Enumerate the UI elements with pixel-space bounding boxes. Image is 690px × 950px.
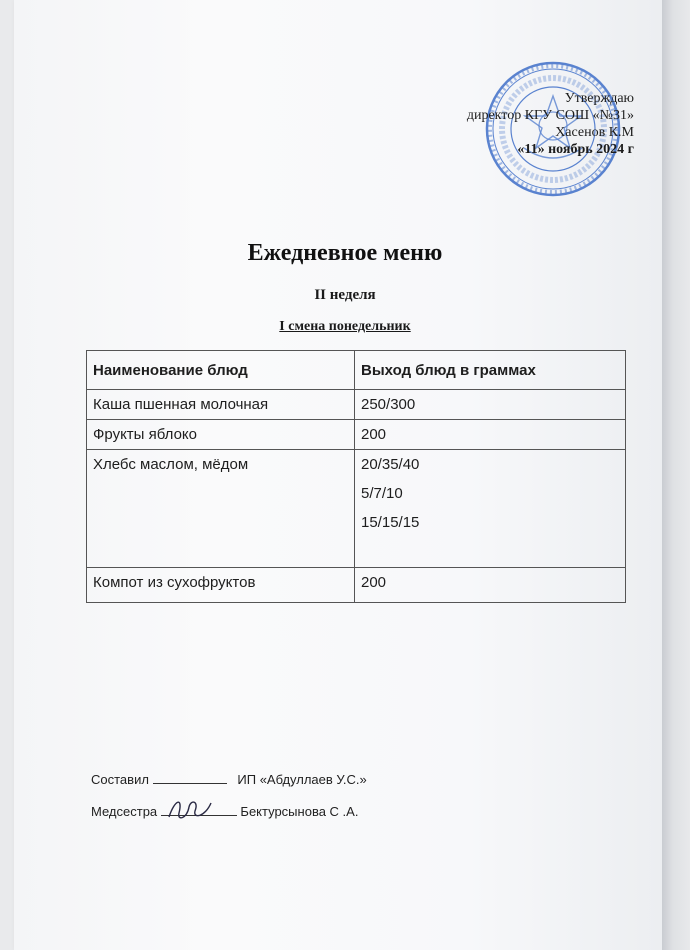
table-row bbox=[87, 450, 626, 568]
table-header-row bbox=[87, 351, 626, 390]
dish-cell: Каша пшенная молочная bbox=[87, 390, 355, 420]
composed-by: ИП «Абдуллаев У.С.» bbox=[237, 772, 367, 787]
amount-line: 5/7/10 bbox=[361, 485, 403, 502]
amount-cell: 200 bbox=[355, 568, 626, 603]
header-dish: Наименование блюд bbox=[87, 351, 355, 390]
composed-label: Составил bbox=[91, 772, 149, 787]
table-row bbox=[87, 390, 626, 420]
amount-cell: 250/300 bbox=[355, 390, 626, 420]
table-row bbox=[87, 568, 626, 603]
composed-line bbox=[91, 772, 367, 787]
amount-line: 15/15/15 bbox=[361, 514, 420, 531]
week-label: II неделя bbox=[314, 287, 376, 303]
approval-block bbox=[467, 90, 634, 158]
dish-cell: Фрукты яблоко bbox=[87, 420, 355, 450]
approval-line-3: Хасенов К.М bbox=[555, 125, 634, 140]
amount-cell bbox=[355, 450, 626, 568]
background-edge bbox=[662, 0, 690, 950]
header-amount: Выход блюд в граммах bbox=[355, 351, 626, 390]
approval-line-2: директор КГУ СОШ «№31» bbox=[466, 108, 634, 123]
menu-table bbox=[86, 350, 626, 603]
nurse-name: Бектурсынова С .А. bbox=[240, 804, 359, 819]
approval-date: «11» ноябрь 2024 г bbox=[517, 142, 634, 157]
page-title: Ежедневное меню bbox=[247, 240, 443, 266]
amount-line: 20/35/40 bbox=[361, 456, 420, 473]
signature-icon bbox=[165, 795, 215, 825]
dish-cell: Компот из сухофруктов bbox=[87, 568, 355, 603]
nurse-line bbox=[91, 804, 358, 819]
table-row bbox=[87, 420, 626, 450]
signature-blank bbox=[153, 783, 227, 784]
dish-cell: Хлебс маслом, мёдом bbox=[87, 450, 355, 568]
approval-line-1: Утверждаю bbox=[564, 91, 634, 106]
shift-label: I смена понедельник bbox=[279, 319, 411, 334]
nurse-label: Медсестра bbox=[91, 804, 158, 819]
amount-cell: 200 bbox=[355, 420, 626, 450]
